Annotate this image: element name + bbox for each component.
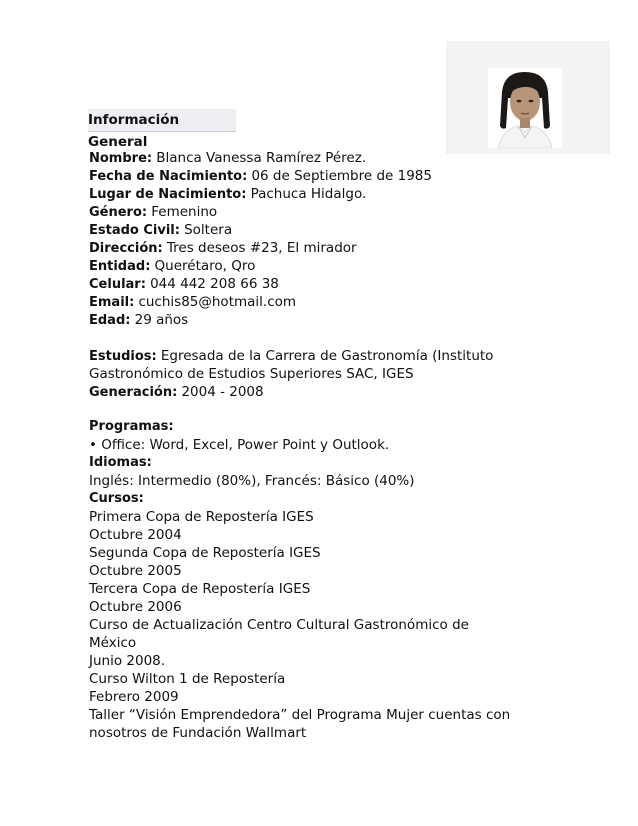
generation-row [89,383,549,401]
course-item: Octubre 2005 [89,563,182,579]
course-item: nosotros de Fundación Wallmart [89,725,307,741]
course-item: Curso Wilton 1 de Repostería [89,671,286,687]
studies-row [89,347,549,365]
personal-info [89,149,549,329]
info-value: 29 años [134,312,189,328]
info-label: Entidad: [89,259,151,274]
profile-photo [488,68,562,148]
info-row-birthdate [89,167,549,185]
info-row-email [89,293,549,311]
programs-value: • Office: Word, Excel, Power Point y Outlook. [89,437,390,453]
studies-value-continued: Gastronómico de Estudios Superiores SAC, IGES [89,366,414,382]
info-row-birthplace [89,185,549,203]
info-value: Soltera [184,222,233,238]
course-item: Taller “Visión Emprendedora” del Programa Mujer cuentas con [89,707,511,723]
info-label: Lugar de Nacimiento: [89,187,247,202]
info-value: Blanca Vanessa Ramírez Pérez. [156,150,367,166]
info-value: Femenino [151,204,218,220]
info-row-gender [89,203,549,221]
course-item: Octubre 2004 [89,527,182,543]
course-item: Curso de Actualización Centro Cultural Gastronómico de [89,617,469,633]
course-item: Junio 2008. [89,653,166,669]
info-value: Tres deseos #23, El mirador [166,240,357,256]
info-value: cuchis85@hotmail.com [138,294,297,310]
info-row-address [89,239,549,257]
info-label: Edad: [89,313,131,328]
programs-label: Programas: [89,419,174,434]
course-item: México [89,635,137,651]
info-value: Pachuca Hidalgo. [250,186,367,202]
info-value: 044 442 208 66 38 [150,276,279,292]
info-label: Género: [89,205,148,220]
info-row-phone [89,275,549,293]
studies-label: Estudios: [89,349,157,364]
profile-photo-image [488,68,562,148]
info-label: Email: [89,295,135,310]
course-item: Octubre 2006 [89,599,182,615]
section-heading-general-info: Información General [88,109,236,132]
info-label: Celular: [89,277,146,292]
generation-label: Generación: [89,385,178,400]
course-item: Tercera Copa de Repostería IGES [89,581,311,597]
info-row-name [89,149,549,167]
info-label: Nombre: [89,151,153,166]
education-section [89,347,549,401]
generation-value: 2004 - 2008 [181,384,264,400]
info-value: Querétaro, Qro [154,258,256,274]
info-label: Estado Civil: [89,223,180,238]
course-item: Segunda Copa de Repostería IGES [89,545,321,561]
info-label: Fecha de Nacimiento: [89,169,248,184]
skills-section [89,418,549,742]
info-label: Dirección: [89,241,163,256]
course-item: Febrero 2009 [89,689,179,705]
info-row-state [89,257,549,275]
courses-label: Cursos: [89,491,144,506]
info-row-age [89,311,549,329]
info-row-civil-status [89,221,549,239]
languages-value: Inglés: Intermedio (80%), Francés: Básico (40%) [89,473,415,489]
info-value: 06 de Septiembre de 1985 [251,168,432,184]
studies-value: Egresada de la Carrera de Gastronomía (Instituto [160,348,494,364]
languages-label: Idiomas: [89,455,152,470]
course-item: Primera Copa de Repostería IGES [89,509,314,525]
